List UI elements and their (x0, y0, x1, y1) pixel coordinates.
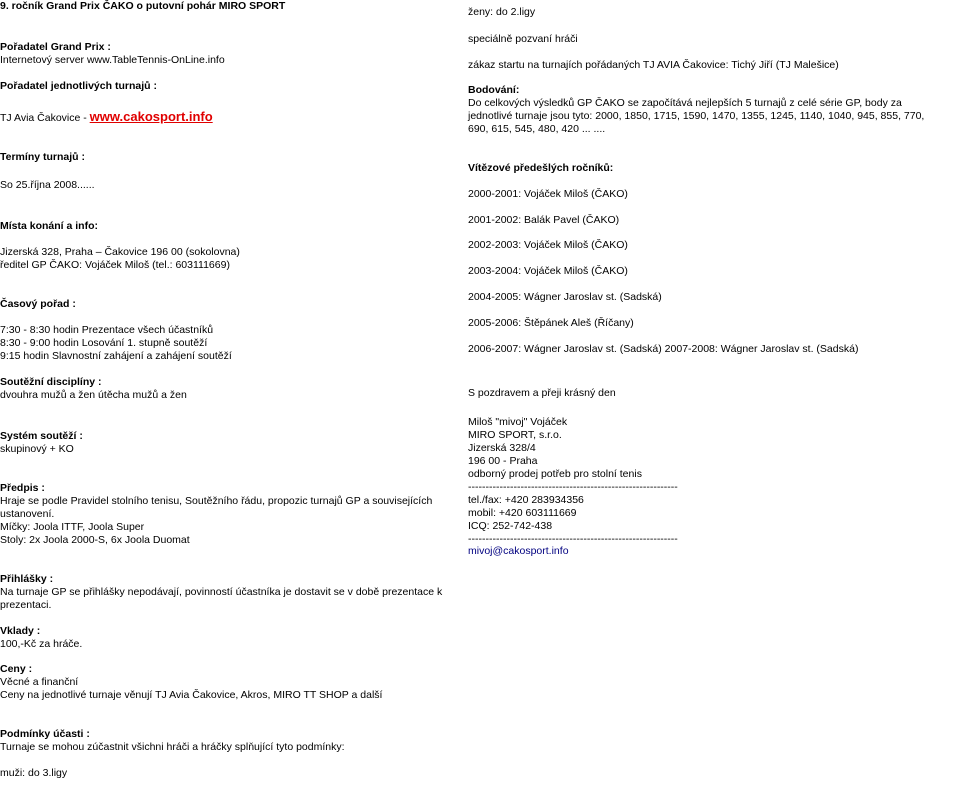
prizes-heading: Ceny : (0, 663, 33, 675)
entries-line: Na turnaje GP se přihlášky nepodávají, povinností účastníka je dostavit se v době prezentace k (0, 586, 443, 598)
dates-heading: Termíny turnajů : (0, 151, 85, 163)
scoring-heading: Bodování: (468, 84, 520, 96)
system-heading: Systém soutěží : (0, 430, 83, 442)
invited-condition: speciálně pozvaní hráči (468, 33, 578, 45)
signature-name: Miloš "mivoj" Vojáček (468, 416, 568, 428)
system-text: skupinový + KO (0, 443, 74, 455)
scoring-line: jednotlivé turnaje jsou tyto: 2000, 1850, 1715, 1590, 1470, 1355, 1245, 1140, 1040, 945, 855, 770, (468, 110, 925, 122)
fees-text: 100,-Kč za hráče. (0, 638, 83, 650)
signature-divider: ------------------------------------------------------------ (468, 481, 678, 493)
tournament-organizer-prefix: TJ Avia Čakovice - (0, 112, 90, 124)
conditions-text: Turnaje se mohou zúčastnit všichni hráči a hráčky splňující tyto podmínky: (0, 741, 345, 753)
women-condition: ženy: do 2.ligy (468, 6, 536, 18)
signature-city: 196 00 - Praha (468, 455, 538, 467)
venue-heading: Místa konání a info: (0, 220, 99, 232)
signature-mobile: mobil: +420 603111669 (468, 507, 577, 519)
schedule-line: 7:30 - 8:30 hodin Prezentace všech účastníků (0, 324, 214, 336)
winner-item: 2003-2004: Vojáček Miloš (ČAKO) (468, 265, 628, 277)
venue-line: Jizerská 328, Praha – Čakovice 196 00 (sokolovna) (0, 246, 240, 258)
signature-street: Jizerská 328/4 (468, 442, 536, 454)
fees-heading: Vklady : (0, 625, 41, 637)
winner-item: 2000-2001: Vojáček Miloš (ČAKO) (468, 188, 628, 200)
schedule-line: 9:15 hodin Slavnostní zahájení a zahájení soutěží (0, 350, 232, 362)
disciplines-heading: Soutěžní disciplíny : (0, 376, 102, 388)
organizer-text: Internetový server www.TableTennis-OnLine.info (0, 54, 225, 66)
tournament-organizer-heading: Pořadatel jednotlivých turnajů : (0, 80, 157, 92)
director-line: ředitel GP ČAKO: Vojáček Miloš (tel.: 603111669) (0, 259, 230, 271)
rules-heading: Předpis : (0, 482, 45, 494)
prizes-line: Věcné a finanční (0, 676, 79, 688)
rules-line: Hraje se podle Pravidel stolního tenisu, Soutěžního řádu, propozic turnajů GP a souvisejících (0, 495, 433, 507)
organizer-heading: Pořadatel Grand Prix : (0, 41, 111, 53)
cakosport-link[interactable]: www.cakosport.info (89, 109, 213, 124)
disciplines-text: dvouhra mužů a žen útěcha mužů a žen (0, 389, 187, 401)
winner-item: 2005-2006: Štěpánek Aleš (Říčany) (468, 317, 634, 329)
winner-item: 2004-2005: Wágner Jaroslav st. (Sadská) (468, 291, 662, 303)
signature-divider: ------------------------------------------------------------ (468, 533, 678, 545)
email-link[interactable]: mivoj@cakosport.info (468, 545, 569, 557)
rules-line: Míčky: Joola ITTF, Joola Super (0, 521, 145, 533)
rules-line: ustanovení. (0, 508, 55, 520)
entries-line: prezentaci. (0, 599, 52, 611)
start-ban-text: zákaz startu na turnajích pořádaných TJ AVIA Čakovice: Tichý Jiří (TJ Malešice) (468, 59, 839, 71)
men-condition: muži: do 3.ligy (0, 767, 68, 779)
signature-phone: tel./fax: +420 283934356 (468, 494, 584, 506)
scoring-line: Do celkových výsledků GP ČAKO se započítává nejlepších 5 turnajů z celé série GP, body za (468, 97, 902, 109)
dates-text: So 25.října 2008...... (0, 179, 95, 191)
tournament-organizer-line (0, 110, 213, 125)
winner-item: 2002-2003: Vojáček Miloš (ČAKO) (468, 239, 628, 251)
conditions-heading: Podmínky účasti : (0, 728, 90, 740)
signature-company: MIRO SPORT, s.r.o. (468, 429, 562, 441)
rules-line: Stoly: 2x Joola 2000-S, 6x Joola Duomat (0, 534, 190, 546)
signature-icq: ICQ: 252-742-438 (468, 520, 553, 532)
winner-item: 2001-2002: Balák Pavel (ČAKO) (468, 214, 620, 226)
signature-description: odborný prodej potřeb pro stolní tenis (468, 468, 642, 480)
greeting-text: S pozdravem a přeji krásný den (468, 387, 616, 399)
entries-heading: Přihlášky : (0, 573, 54, 585)
scoring-line: 690, 615, 545, 480, 420 ... .... (468, 123, 606, 135)
winner-item: 2006-2007: Wágner Jaroslav st. (Sadská) 2007-2008: Wágner Jaroslav st. (Sadská) (468, 343, 859, 355)
page-title: 9. ročník Grand Prix ČAKO o putovní pohár MIRO SPORT (0, 0, 286, 12)
schedule-heading: Časový pořad : (0, 298, 76, 310)
winners-heading: Vítězové předešlých ročníků: (468, 162, 614, 174)
prizes-line: Ceny na jednotlivé turnaje věnují TJ Avia Čakovice, Akros, MIRO TT SHOP a další (0, 689, 383, 701)
schedule-line: 8:30 - 9:00 hodin Losování 1. stupně soutěží (0, 337, 208, 349)
